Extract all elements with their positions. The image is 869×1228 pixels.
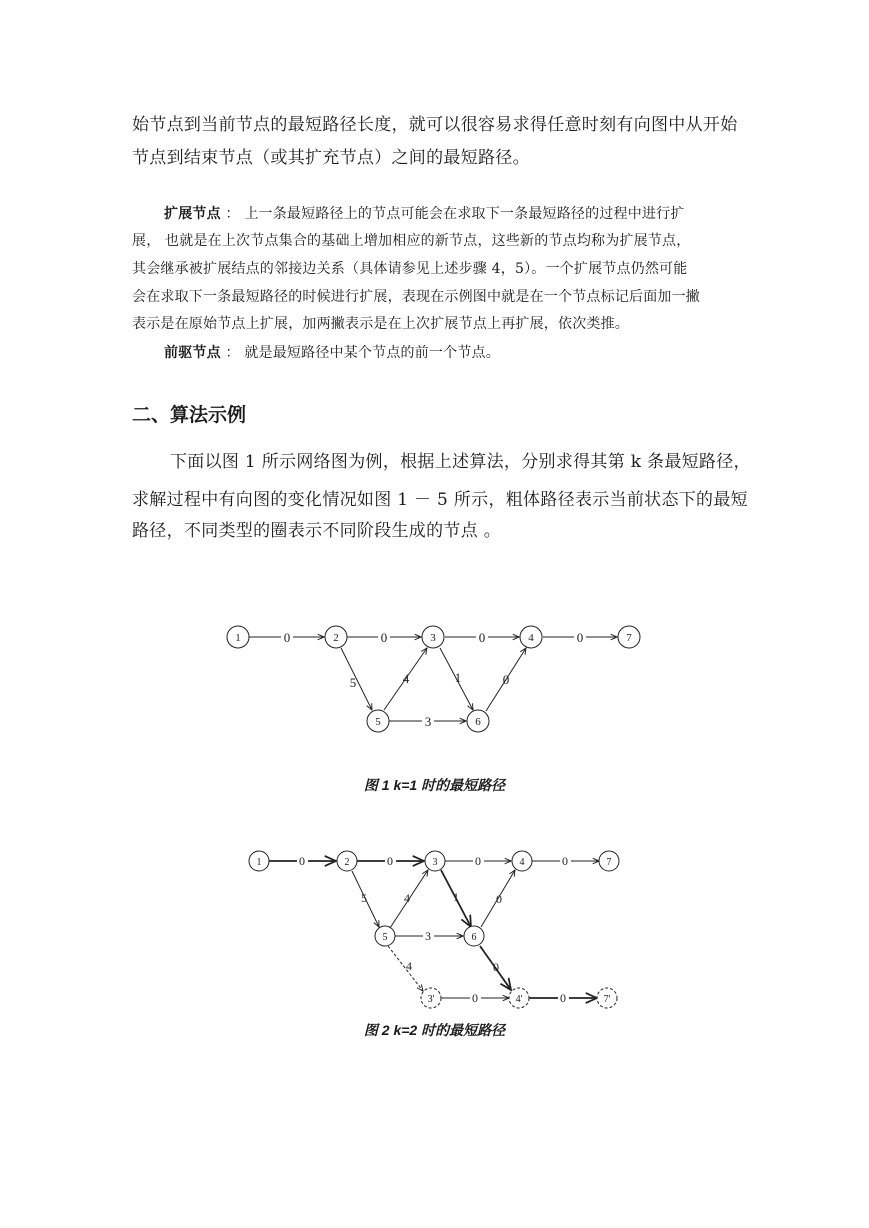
figure-2-graph	[0, 840, 869, 1020]
node-label: 1	[235, 632, 241, 644]
definition-line-4: 会在求取下一条最短路径的时候进行扩展，表现在示例图中就是在一个节点标记后面加一撇	[132, 289, 700, 305]
edge-label: 5	[361, 891, 367, 905]
node-label: 5	[375, 716, 381, 728]
node-label: 5	[382, 932, 388, 943]
edge-label: 0	[496, 892, 502, 906]
edge-label: 0	[475, 854, 481, 868]
node-label: 7	[606, 857, 612, 868]
edge-label: 1	[454, 670, 462, 685]
node-label: 3'	[427, 994, 435, 1005]
node-label: 3	[430, 632, 436, 644]
figure-1-caption: 图 1 k=1 时的最短路径	[363, 777, 506, 793]
edge-label: 3	[424, 714, 432, 729]
edge-label: 0	[576, 630, 584, 645]
edge-label: 4	[404, 891, 410, 905]
node-label: 4'	[515, 994, 523, 1005]
definition-line-2: 展， 也就是在上次节点集合的基础上增加相应的新节点，这些新的节点均称为扩展节点，	[132, 233, 691, 249]
section-line-3: 路径，不同类型的圈表示不同阶段生成的节点 。	[132, 521, 502, 541]
node-label: 7	[626, 632, 632, 644]
term-predecessor-node: 前驱节点	[164, 345, 221, 361]
section-line-2: 求解过程中有向图的变化情况如图 1 － 5 所示，粗体路径表示当前状态下的最短	[132, 490, 748, 510]
node-label: 4	[519, 857, 525, 868]
edge-label: 1	[453, 890, 459, 904]
edge-label: 5	[349, 675, 357, 690]
node-label: 6	[471, 932, 477, 943]
figure-1-graph	[0, 600, 869, 750]
intro-line-1: 始节点到当前节点的最短路径长度，就可以很容易求得任意时刻有向图中从开始	[132, 115, 738, 135]
edge-label: 0	[299, 854, 305, 868]
edge-label: 0	[493, 960, 499, 974]
section-line-1: 下面以图 1 所示网络图为例，根据上述算法，分别求得其第 k 条最短路径，	[170, 452, 751, 472]
definition-line-3: 其会继承被扩展结点的邻接边关系（具体请参见上述步骤 4，5）。一个扩展节点仍然可能	[132, 261, 688, 277]
edge-label: 0	[387, 854, 393, 868]
term-separator: ：	[225, 206, 240, 222]
edge-label: 0	[472, 991, 478, 1005]
edge-label: 0	[478, 630, 486, 645]
node-label: 6	[475, 716, 481, 728]
node-label: 1	[256, 857, 262, 868]
figure-2-caption: 图 2 k=2 时的最短路径	[363, 1022, 506, 1038]
node-label: 2	[344, 857, 350, 868]
definition-predecessor-node	[164, 342, 774, 362]
node-label: 3	[432, 857, 438, 868]
node-label: 7'	[603, 994, 611, 1005]
edge-label: 0	[562, 854, 568, 868]
definition-text: 上一条最短路径上的节点可能会在求取下一条最短路径的过程中进行扩	[244, 206, 685, 222]
edge-label: 4	[402, 671, 410, 686]
edge-label: 0	[502, 672, 510, 687]
definition-line-5: 表示是在原始节点上扩展，加两撇表示是在上次扩展节点上再扩展，依次类推。	[132, 316, 629, 332]
edge-label: 4	[406, 959, 412, 973]
edge-label: 0	[560, 991, 566, 1005]
term-separator: ：	[225, 345, 240, 361]
term-expand-node: 扩展节点	[164, 206, 221, 222]
edge	[341, 648, 372, 710]
node-label: 2	[333, 632, 339, 644]
edge-label: 0	[380, 630, 388, 645]
edge-label: 3	[425, 929, 431, 943]
node-label: 4	[528, 632, 534, 644]
intro-line-2: 节点到结束节点（或其扩充节点）之间的最短路径。	[132, 148, 530, 168]
edge-label: 0	[283, 630, 291, 645]
section-heading: 二、算法示例	[132, 404, 247, 426]
definition-text: 就是最短路径中某个节点的前一个节点。	[244, 345, 500, 361]
definition-expand-node	[164, 203, 774, 223]
